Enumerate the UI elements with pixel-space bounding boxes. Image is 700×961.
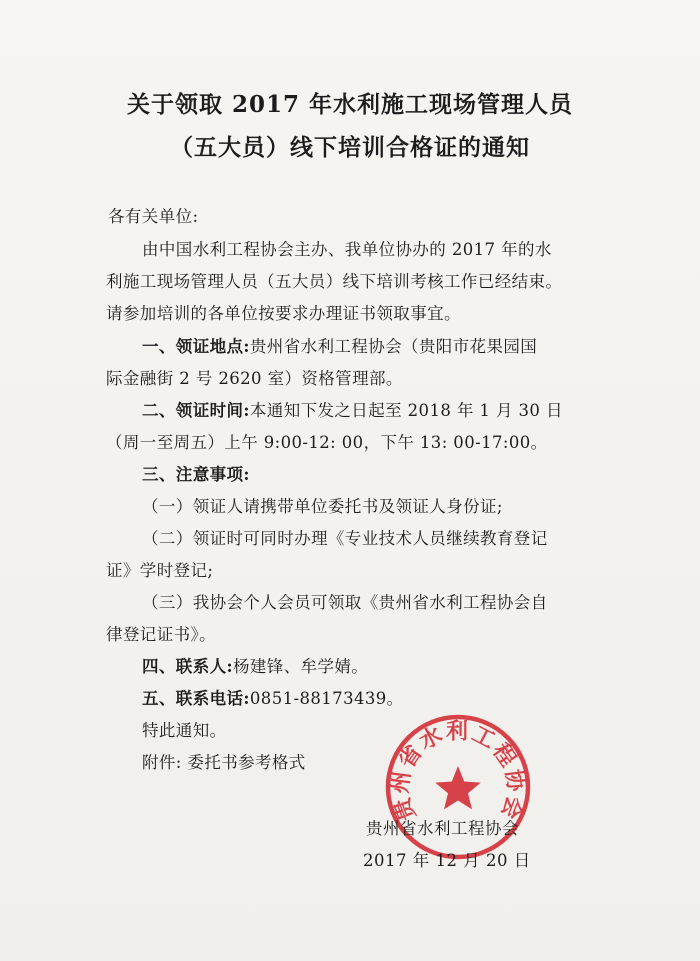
item-2-text-1: 本通知下发之日起至 2018 年 1 月 30 日 — [249, 401, 563, 420]
item-5-label: 五、联系电话: — [142, 689, 250, 708]
intro-line-3: 请参加培训的各单位按要求办理证书领取事宜。 — [106, 304, 461, 323]
item-2-line-1 — [142, 397, 563, 421]
item-1-line-1 — [142, 333, 537, 357]
item-4-text: 杨建锋、牟学婧。 — [233, 657, 369, 676]
item-5-line — [142, 685, 404, 709]
item-2-line-2: （周一至周五）上午 9:00-12: 00，下午 13: 00-17:00。 — [106, 433, 548, 452]
item-3-sub-3-line-1: （三）我协会个人会员可领取《贵州省水利工程协会自 — [142, 593, 548, 612]
salutation: 各有关单位: — [108, 207, 199, 226]
intro-line-1: 由中国水利工程协会主办、我单位协办的 2017 年的水 — [142, 240, 552, 259]
item-3-sub-3-line-2: 律登记证书》。 — [106, 625, 217, 644]
item-3-sub-1: （一）领证人请携带单位委托书及领证人身份证; — [142, 497, 503, 516]
document-title-line-1: 关于领取 2017 年水利施工现场管理人员 — [126, 91, 574, 118]
official-seal-stamp — [383, 712, 533, 862]
item-2-label: 二、领证时间: — [142, 401, 250, 420]
item-1-line-2: 际金融街 2 号 2620 室）资格管理部。 — [106, 369, 403, 388]
item-4-label: 四、联系人: — [142, 657, 233, 676]
item-1-text-1: 贵州省水利工程协会（贵阳市花果园国 — [249, 337, 538, 356]
item-3-label: 三、注意事项: — [142, 465, 250, 484]
item-5-text: 0851-88173439。 — [249, 689, 404, 708]
seal-star-icon — [435, 766, 481, 809]
intro-line-2: 利施工现场管理人员（五大员）线下培训考核工作已经结束。 — [106, 272, 563, 291]
attachment-text: 附件: 委托书参考格式 — [142, 753, 306, 772]
item-1-label: 一、领证地点: — [142, 337, 250, 356]
signature-date: 2017 年 12 月 20 日 — [363, 851, 531, 870]
signature-organization: 贵州省水利工程协会 — [366, 819, 519, 838]
document-title-line-2: （五大员）线下培训合格证的通知 — [170, 134, 530, 161]
item-4-line — [142, 653, 368, 677]
item-3-sub-2-line-2: 证》学时登记; — [106, 561, 214, 580]
item-3-sub-2-line-1: （二）领证时可同时办理《专业技术人员继续教育登记 — [142, 529, 548, 548]
closing-text: 特此通知。 — [142, 721, 227, 740]
seal-text: 贵州省水利工程协会 — [388, 719, 528, 824]
